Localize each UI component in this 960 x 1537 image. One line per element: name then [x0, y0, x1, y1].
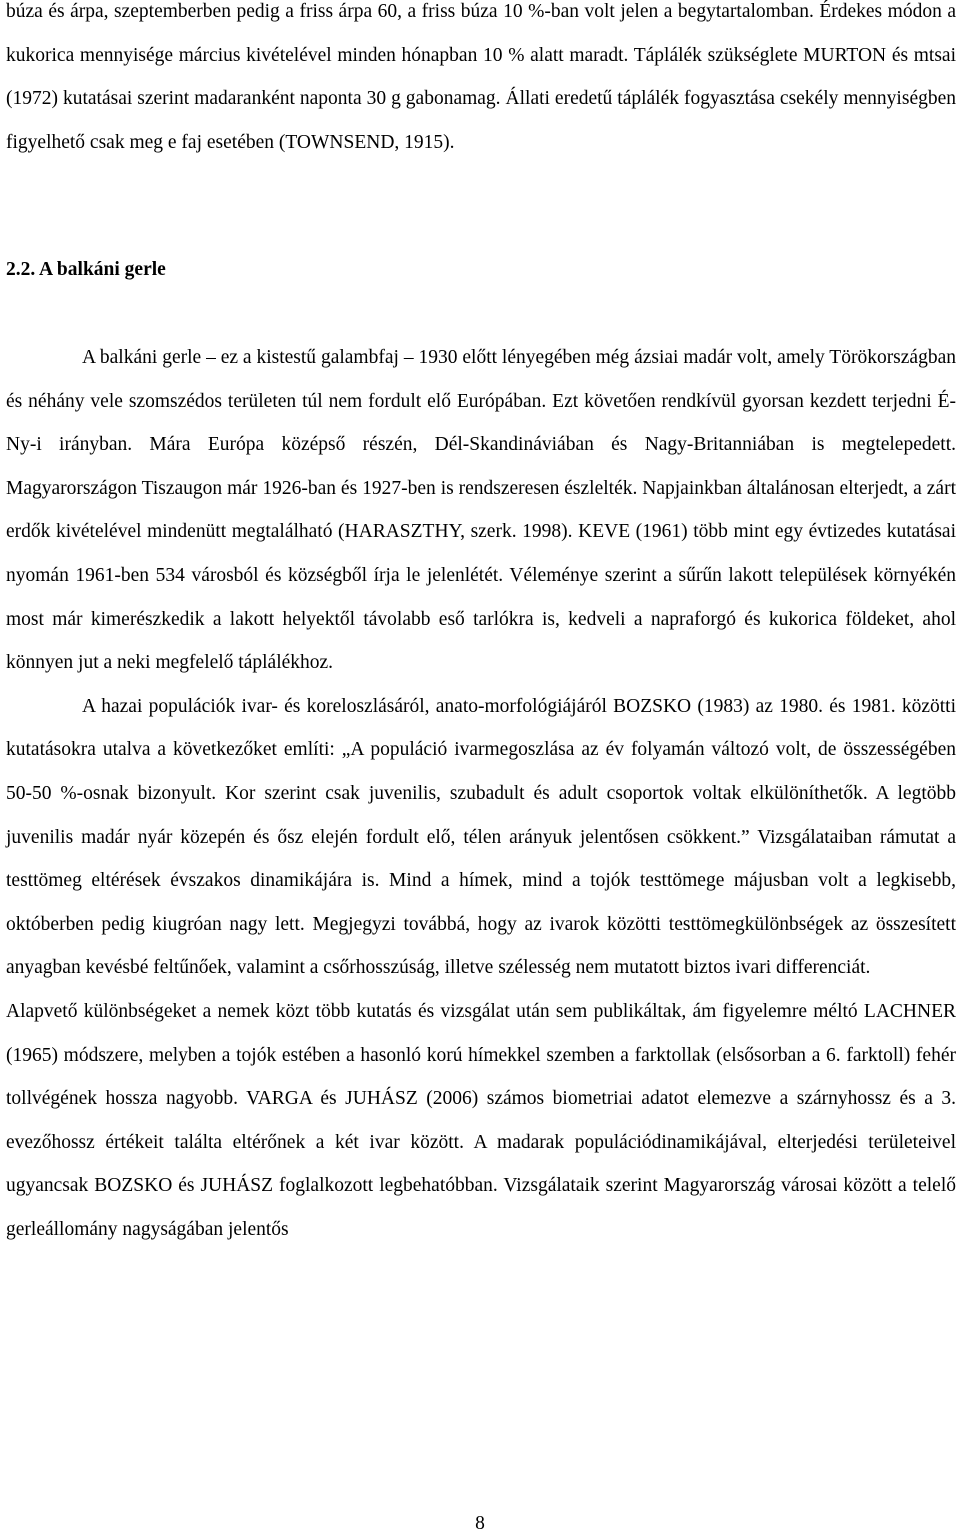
paragraph-3: Alapvető különbségeket a nemek közt több kutatás és vizsgálat után sem publikáltak, ám figyelemre méltó LACHNER (1965) módszere, melyben a tojók estében a hasonló korú hímekkel szemben a farktollak (elsősorban a 6. farktoll) fehér tollvégének hossza nagyobb. VARGA és JUHÁSZ (2006) számos biometriai adatot elemezve a szárnyhossz és a 3. evezőhossz értékeit találta eltérőnek a két ivar között. A madarak populációdinamikájával, elterjedési területeivel ugyancsak BOZSKO és JUHÁSZ foglalkozott legbehatóbban. Vizsgálataik szerint Magyarország városai között a telelő gerleállomány nagyságában jelentős [6, 1000, 956, 1240]
intro-paragraph-block [6, 0, 956, 164]
paragraph-2: A hazai populációk ivar- és koreloszlásáról, anato-morfológiájáról BOZSKO (1983) az 1980. és 1981. közötti kutatásokra utalva a következőket említi: „A populáció ivarmegoszlása az év folyamán változó volt, de összességében 50-50 %-osnak bizonyult. Kor szerint csak juvenilis, szubadult és adult csoportok voltak elkülöníthetők. A legtöbb juvenilis madár nyár közepén és ősz elején fordult elő, télen arányuk jelentősen csökkent.” Vizsgálataiban rámutat a testtömeg eltérések évszakos dinamikájára is. Mind a hímek, mind a tojók testtömege májusban volt a legkisebb, októberben pedig kiugróan nagy lett. Megjegyzi továbbá, hogy az ivarok közötti testtömegkülönbségek az összesített anyagban kevésbé feltűnőek, valamint a csőrhosszúság, illetve szélesség nem mutatott biztos ivari differenciát. [6, 695, 956, 979]
intro-paragraph: búza és árpa, szeptemberben pedig a friss árpa 60, a friss búza 10 %-ban volt jelen a begytartalomban. Érdekes módon a kukorica mennyisége március kivételével minden hónapban 10 % alatt maradt. Táplálék szükséglete MURTON és mtsai (1972) kutatásai szerint madaranként naponta 30 g gabonamag. Állati eredetű táplálék fogyasztása csekély mennyiségben figyelhető csak meg e faj esetében (TOWNSEND, 1915). [6, 1, 956, 153]
section-body [6, 336, 956, 1251]
paragraph-1: A balkáni gerle ‒ ez a kistestű galambfaj ‒ 1930 előtt lényegében még ázsiai madár volt, amely Törökországban és néhány vele szomszédos területen túl nem fordult elő Európában. Ezt követően rendkívül gyorsan kezdett terjedni É-Ny-i irányban. Mára Európa középső részén, Dél-Skandináviában és Nagy-Britanniában is megtelepedett. Magyarországon Tiszaugon már 1926-ban és 1927-ben is rendszeresen észlelték. Napjainkban általánosan elterjedt, a zárt erdők kivételével mindenütt megtalálható (HARASZTHY, szerk. 1998). KEVE (1961) több mint egy évtizedes kutatásai nyomán 1961-ben 534 városból és községből írja le jelenlétét. Véleménye szerint a sűrűn lakott települések környékén most már kimerészkedik a lakott helyektől távolabb eső tarlókra is, kedveli a napraforgó és kukorica földeket, ahol könnyen jut a neki megfelelő táplálékhoz. [6, 347, 956, 674]
section-heading: 2.2. A balkáni gerle [6, 259, 166, 280]
page-number: 8 [475, 1513, 485, 1534]
